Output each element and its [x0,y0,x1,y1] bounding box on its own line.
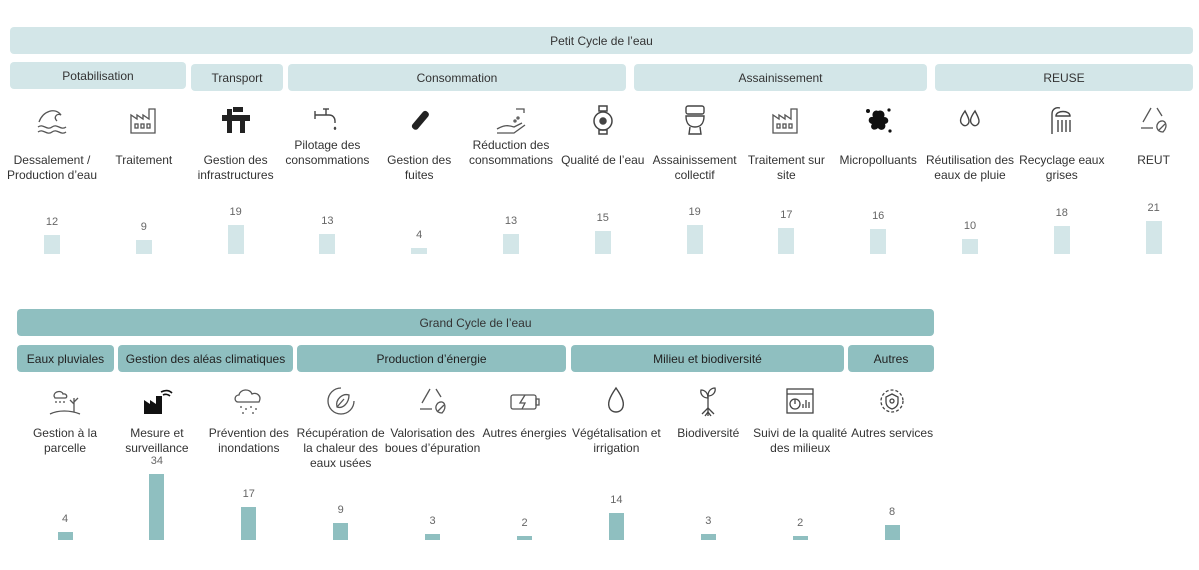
item-label: REUT [1137,153,1170,167]
dashboard-icon [754,383,846,419]
category-reuse: REUSE [935,64,1193,91]
hand-water-icon [465,102,557,138]
bar-value-label: 12 [45,216,59,229]
item-label: Gestion des fuites [387,153,452,182]
item-label: Valorisation des boues d’épuration [384,426,481,455]
bar-value-label: 10 [963,219,977,232]
bar-value-label: 14 [610,493,623,506]
category-milieu-biodiversite: Milieu et biodiversité [571,345,844,372]
category-production-energie: Production d’énergie [297,345,566,372]
gear-shield-icon [846,383,938,419]
bar [870,229,886,254]
item-label: Biodiversité [677,426,740,440]
drops-icon [924,102,1016,138]
category-consommation: Consommation [288,64,626,91]
petit-cycle-title: Petit Cycle de l’eau [10,27,1193,54]
bar [228,225,244,254]
factory-signal-icon [111,383,203,419]
water-meter-icon [557,102,649,138]
bar-value-label: 2 [797,517,804,530]
pipe-leak-icon [373,102,465,138]
bar-value-label: 9 [140,221,147,234]
bar-value-label: 19 [229,205,242,218]
item-label: Traitement sur site [747,153,825,182]
bar [149,474,164,540]
bar-value-label: 17 [242,488,255,501]
item-label: Réduction des consommations [468,138,554,167]
bar [58,532,73,540]
item-label: Dessalement / Production d’eau [6,153,98,182]
bar-value-label: 4 [416,228,423,241]
faucet-icon [281,102,373,138]
bar [793,536,808,540]
item-label: Micropolluants [839,153,917,167]
grand-cycle-title: Grand Cycle de l’eau [17,309,934,336]
bar-value-label: 19 [688,205,701,218]
item-label: Gestion à la parcelle [32,426,98,455]
item-label: Gestion des infrastructures [197,153,274,182]
bar [319,234,335,254]
bar [885,525,900,540]
rain-plant-icon [19,383,111,419]
bar [241,507,256,540]
toilet-icon [649,102,741,138]
wave-icon [6,102,98,138]
factory-icon [740,102,832,138]
item-label: Récupération de la chaleur des eaux usées [296,426,385,470]
item-label: Prévention des inondations [208,426,289,455]
bar [136,240,152,254]
bar [1054,226,1070,254]
category-eaux-pluviales: Eaux pluviales [17,345,114,372]
item-label: Suivi de la qualité des milieux [753,426,848,455]
bar-value-label: 16 [872,210,885,223]
sprout-icon [662,383,754,419]
bar-value-label: 3 [705,515,712,528]
bar-value-label: 21 [1147,202,1160,215]
bar [609,513,624,540]
item-label: Qualité de l’eau [561,153,645,167]
item-label: Assainissement collectif [652,153,737,182]
bar-value-label: 13 [321,214,334,227]
bar [595,231,611,254]
item-label: Autres services [851,426,934,440]
category-transport: Transport [191,64,283,91]
item-label: Réutilisation des eaux de pluie [925,153,1015,182]
factory-icon [98,102,190,138]
bar [333,523,348,540]
bar [778,228,794,254]
battery-icon [479,383,571,419]
item-label: Recyclage eaux grises [1019,153,1105,182]
bar [44,235,60,254]
splash-icon [832,102,924,138]
recycle-leaf-icon [1108,102,1199,138]
bar [425,534,440,540]
category-aleas-climatiques: Gestion des aléas climatiques [118,345,293,372]
bar-value-label: 3 [429,515,436,528]
item-label: Autres énergies [482,426,567,440]
cloud-rain-icon [203,383,295,419]
bar [503,234,519,254]
bar [1146,221,1162,254]
bar [962,239,978,255]
bar-value-label: 13 [504,214,518,227]
shower-icon [1016,102,1108,138]
bar-value-label: 34 [150,455,164,468]
bar [701,534,716,540]
bar-value-label: 17 [780,208,793,221]
recycle-leaf-icon [387,383,479,419]
bar-value-label: 2 [521,517,528,530]
bar-value-label: 9 [337,503,344,516]
item-label: Traitement [115,153,173,167]
bar-value-label: 4 [61,513,69,526]
bar [687,225,703,254]
drop-icon [570,383,662,419]
pipe-icon [190,102,282,138]
category-potabilisation: Potabilisation [10,62,186,89]
bar-value-label: 15 [596,211,609,224]
leaf-cycle-icon [295,383,387,419]
bar-value-label: 18 [1055,207,1068,220]
bar [517,536,532,540]
item-label: Pilotage des consommations [285,138,370,167]
bar [411,248,427,254]
category-autres: Autres [848,345,934,372]
bar-value-label: 8 [889,505,896,518]
item-label: Mesure et surveillance [125,426,189,455]
category-assainissement: Assainissement [634,64,927,91]
item-label: Végétalisation et irrigation [572,426,661,455]
